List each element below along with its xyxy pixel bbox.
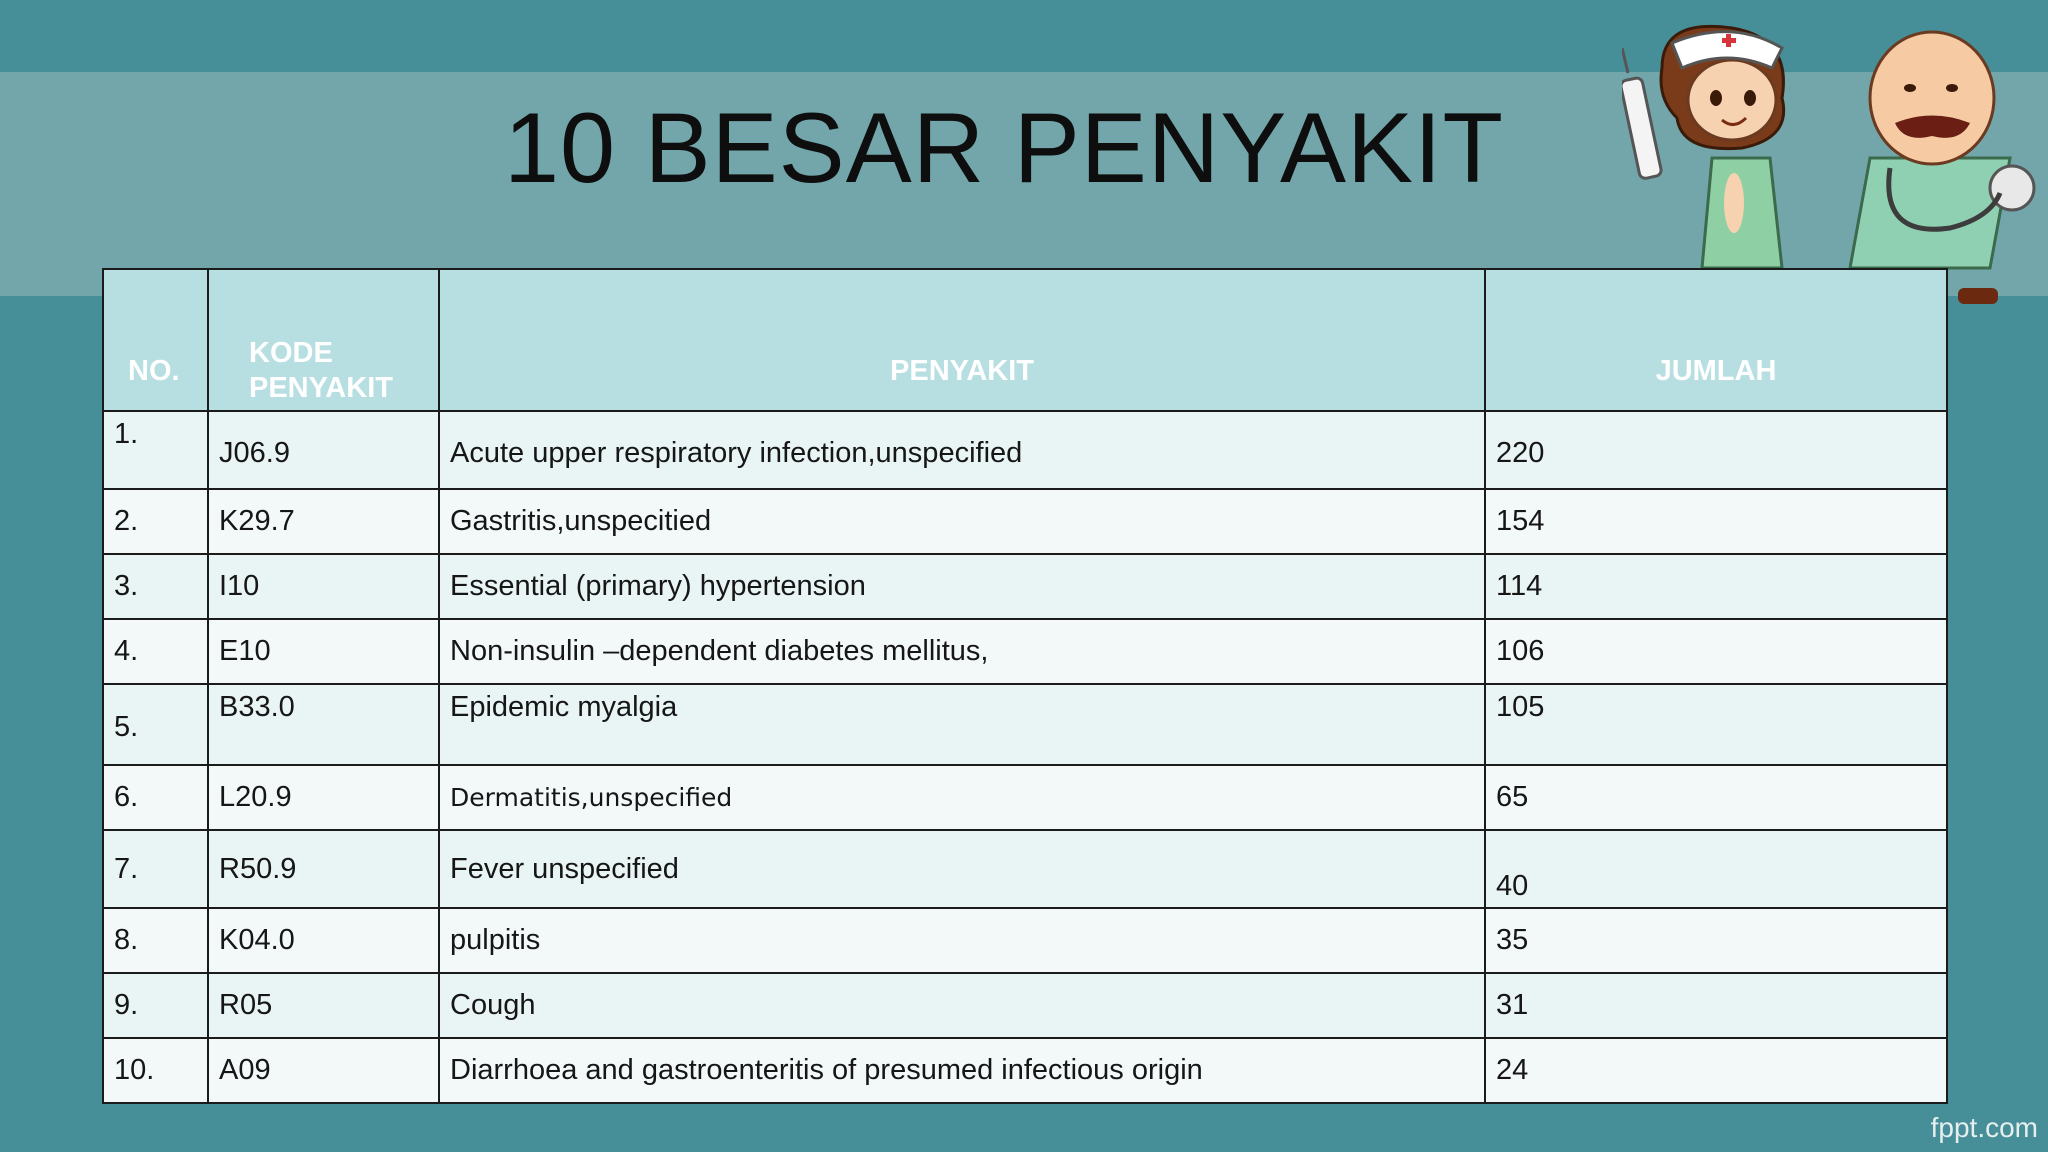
table-header-row	[103, 269, 1947, 411]
cell-penyakit: Non-insulin –dependent diabetes mellitus,	[439, 619, 1485, 684]
cell-kode: K04.0	[208, 908, 439, 973]
cell-jumlah: 40	[1485, 830, 1947, 908]
cell-jumlah: 31	[1485, 973, 1947, 1038]
cell-no: 2.	[103, 489, 208, 554]
table-row	[103, 973, 1947, 1038]
cell-kode: R50.9	[208, 830, 439, 908]
table-row	[103, 684, 1947, 765]
cell-kode: A09	[208, 1038, 439, 1103]
cell-kode: E10	[208, 619, 439, 684]
cell-no: 10.	[103, 1038, 208, 1103]
header-penyakit: PENYAKIT	[439, 269, 1485, 411]
cell-no: 9.	[103, 973, 208, 1038]
cell-penyakit: Epidemic myalgia	[439, 684, 1485, 765]
table-row	[103, 554, 1947, 619]
cell-kode: J06.9	[208, 411, 439, 489]
cell-kode: B33.0	[208, 684, 439, 765]
slide-title: 10 BESAR PENYAKIT	[503, 92, 1505, 203]
cell-no: 7.	[103, 830, 208, 908]
cell-no: 6.	[103, 765, 208, 830]
disease-table	[102, 268, 1948, 1104]
cell-kode: L20.9	[208, 765, 439, 830]
cell-penyakit: Essential (primary) hypertension	[439, 554, 1485, 619]
table-row	[103, 619, 1947, 684]
cell-no: 5.	[103, 684, 208, 765]
cell-jumlah: 220	[1485, 411, 1947, 489]
cell-penyakit: Dermatitis,unspecified	[439, 765, 1485, 830]
cell-penyakit: pulpitis	[439, 908, 1485, 973]
cell-penyakit: Gastritis,unspecitied	[439, 489, 1485, 554]
cell-no: 4.	[103, 619, 208, 684]
cell-kode: I10	[208, 554, 439, 619]
cell-no: 3.	[103, 554, 208, 619]
nurse-illustration	[1622, 18, 1852, 268]
cell-jumlah: 114	[1485, 554, 1947, 619]
cell-kode: K29.7	[208, 489, 439, 554]
cell-jumlah: 65	[1485, 765, 1947, 830]
table-row	[103, 908, 1947, 973]
table-row	[103, 411, 1947, 489]
cell-jumlah: 154	[1485, 489, 1947, 554]
cell-jumlah: 106	[1485, 619, 1947, 684]
cell-jumlah: 24	[1485, 1038, 1947, 1103]
table-row	[103, 489, 1947, 554]
cell-penyakit: Cough	[439, 973, 1485, 1038]
header-jumlah: JUMLAH	[1485, 269, 1947, 411]
header-kode: KODE PENYAKIT	[208, 269, 439, 411]
cell-jumlah: 35	[1485, 908, 1947, 973]
cell-no: 8.	[103, 908, 208, 973]
watermark: fppt.com	[1930, 1112, 2038, 1143]
table-row	[103, 765, 1947, 830]
table-row	[103, 1038, 1947, 1103]
table-row	[103, 830, 1947, 908]
cell-penyakit: Acute upper respiratory infection,unspecified	[439, 411, 1485, 489]
cell-penyakit: Diarrhoea and gastroenteritis of presumed infectious origin	[439, 1038, 1485, 1103]
cell-no: 1.	[103, 411, 208, 489]
header-no: NO.	[103, 269, 208, 411]
cell-penyakit: Fever unspecified	[439, 830, 1485, 908]
cell-kode: R05	[208, 973, 439, 1038]
cell-jumlah: 105	[1485, 684, 1947, 765]
